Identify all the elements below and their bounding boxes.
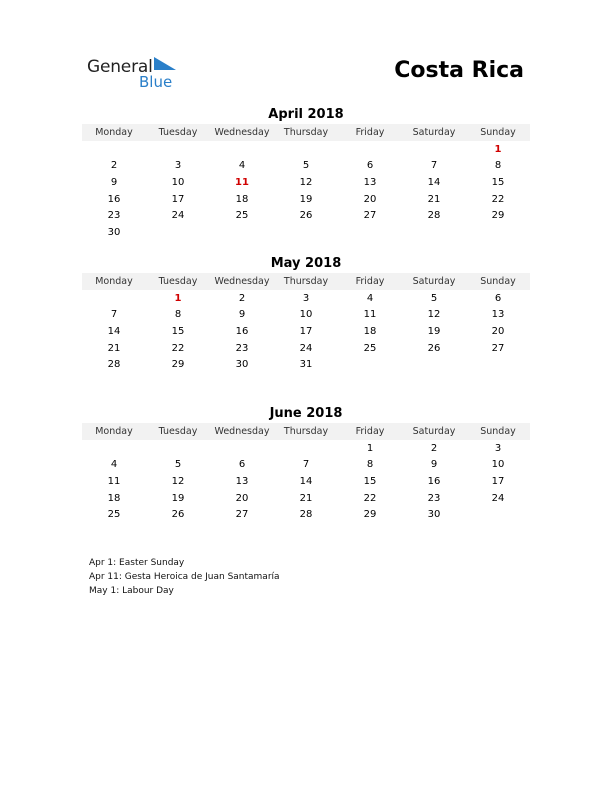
day-cell: 19 bbox=[427, 325, 441, 337]
day-cell: 4 bbox=[110, 459, 118, 471]
day-cell: 16 bbox=[107, 193, 121, 205]
week-row bbox=[82, 440, 530, 457]
day-cell: 20 bbox=[363, 193, 377, 205]
holiday-note: Apr 11: Gesta Heroica de Juan Santamaría bbox=[89, 572, 280, 582]
day-cell: 17 bbox=[491, 475, 505, 487]
day-cell: 11 bbox=[107, 475, 121, 487]
day-cell: 5 bbox=[302, 160, 310, 172]
day-cell: 27 bbox=[235, 509, 249, 521]
day-cell: 22 bbox=[491, 193, 505, 205]
day-cell: 12 bbox=[171, 475, 185, 487]
weekday-label: Monday bbox=[95, 276, 133, 287]
weekday-label: Sunday bbox=[480, 127, 516, 138]
day-cell: 4 bbox=[366, 292, 374, 304]
week-row bbox=[82, 490, 530, 507]
day-cell: 7 bbox=[110, 309, 118, 321]
holiday-note: Apr 1: Easter Sunday bbox=[89, 558, 185, 568]
week-row bbox=[82, 307, 530, 324]
day-cell: 29 bbox=[363, 509, 377, 521]
weekday-label: Wednesday bbox=[214, 276, 270, 287]
day-cell: 19 bbox=[171, 492, 185, 504]
weekday-header-row bbox=[82, 423, 530, 440]
week-row bbox=[82, 323, 530, 340]
month-calendar bbox=[82, 255, 530, 373]
day-cell: 2 bbox=[110, 160, 118, 172]
weekday-label: Friday bbox=[355, 276, 385, 287]
day-cell: 23 bbox=[235, 342, 249, 354]
weekday-label: Thursday bbox=[283, 127, 329, 138]
holiday-note: May 1: Labour Day bbox=[89, 586, 174, 596]
day-cell: 25 bbox=[363, 342, 377, 354]
week-row bbox=[82, 506, 530, 523]
day-cell: 22 bbox=[363, 492, 377, 504]
day-cell: 28 bbox=[107, 359, 121, 371]
weekday-label: Thursday bbox=[283, 426, 329, 437]
day-cell: 14 bbox=[427, 176, 441, 188]
day-cell: 29 bbox=[491, 210, 505, 222]
day-cell: 21 bbox=[427, 193, 441, 205]
weekday-label: Wednesday bbox=[214, 127, 270, 138]
day-cell: 30 bbox=[235, 359, 249, 371]
day-cell: 31 bbox=[299, 359, 313, 371]
day-cell: 26 bbox=[299, 210, 313, 222]
weekday-label: Friday bbox=[355, 127, 385, 138]
day-cell: 1 bbox=[366, 442, 374, 454]
day-cell: 3 bbox=[494, 442, 502, 454]
week-row bbox=[82, 290, 530, 307]
weekday-label: Thursday bbox=[283, 276, 329, 287]
weekday-label: Saturday bbox=[412, 276, 456, 287]
day-cell: 19 bbox=[299, 193, 313, 205]
day-cell: 23 bbox=[427, 492, 441, 504]
day-cell: 5 bbox=[430, 292, 438, 304]
day-cell: 18 bbox=[363, 325, 377, 337]
week-row bbox=[82, 356, 530, 373]
day-cell: 22 bbox=[171, 342, 185, 354]
day-cell: 29 bbox=[171, 359, 185, 371]
weekday-header-row bbox=[82, 273, 530, 290]
weekday-label: Tuesday bbox=[158, 426, 198, 437]
day-cell: 16 bbox=[235, 325, 249, 337]
week-row bbox=[82, 191, 530, 208]
weekday-label: Saturday bbox=[412, 127, 456, 138]
day-cell: 16 bbox=[427, 475, 441, 487]
week-row bbox=[82, 224, 530, 241]
day-cell: 18 bbox=[235, 193, 249, 205]
day-cell: 28 bbox=[299, 509, 313, 521]
day-cell: 12 bbox=[427, 309, 441, 321]
day-cell: 13 bbox=[363, 176, 377, 188]
day-cell: 26 bbox=[171, 509, 185, 521]
weekday-label: Tuesday bbox=[158, 127, 198, 138]
day-cell: 26 bbox=[427, 342, 441, 354]
day-cell: 8 bbox=[366, 459, 374, 471]
day-cell: 11 bbox=[235, 176, 249, 188]
day-cell: 15 bbox=[171, 325, 185, 337]
logo-text-general: General bbox=[87, 57, 153, 77]
day-cell: 27 bbox=[491, 342, 505, 354]
day-cell: 20 bbox=[491, 325, 505, 337]
weekday-label: Friday bbox=[355, 426, 385, 437]
day-cell: 15 bbox=[363, 475, 377, 487]
week-row bbox=[82, 457, 530, 474]
day-cell: 30 bbox=[107, 226, 121, 238]
week-row bbox=[82, 340, 530, 357]
weekday-header-row bbox=[82, 124, 530, 141]
day-cell: 13 bbox=[235, 475, 249, 487]
day-cell: 21 bbox=[107, 342, 121, 354]
day-cell: 10 bbox=[171, 176, 185, 188]
day-cell: 7 bbox=[302, 459, 310, 471]
day-cell: 14 bbox=[299, 475, 313, 487]
generalblue-logo bbox=[87, 55, 187, 91]
month-calendar bbox=[82, 106, 530, 241]
weekday-label: Sunday bbox=[480, 276, 516, 287]
logo-triangle-icon bbox=[154, 57, 176, 70]
week-row bbox=[82, 141, 530, 158]
day-cell: 27 bbox=[363, 210, 377, 222]
weekday-label: Monday bbox=[95, 127, 133, 138]
day-cell: 9 bbox=[238, 309, 246, 321]
day-cell: 30 bbox=[427, 509, 441, 521]
month-calendar bbox=[82, 405, 530, 523]
week-row bbox=[82, 473, 530, 490]
day-cell: 3 bbox=[302, 292, 310, 304]
day-cell: 24 bbox=[491, 492, 505, 504]
week-row bbox=[82, 174, 530, 191]
month-title: May 2018 bbox=[270, 256, 342, 271]
weekday-label: Tuesday bbox=[158, 276, 198, 287]
country-title: Costa Rica bbox=[394, 58, 524, 83]
day-cell: 10 bbox=[299, 309, 313, 321]
day-cell: 8 bbox=[174, 309, 182, 321]
day-cell: 7 bbox=[430, 160, 438, 172]
day-cell: 8 bbox=[494, 160, 502, 172]
day-cell: 20 bbox=[235, 492, 249, 504]
month-title: June 2018 bbox=[269, 406, 343, 421]
day-cell: 13 bbox=[491, 309, 505, 321]
day-cell: 5 bbox=[174, 459, 182, 471]
day-cell: 10 bbox=[491, 459, 505, 471]
day-cell: 24 bbox=[171, 210, 185, 222]
day-cell: 3 bbox=[174, 160, 182, 172]
day-cell: 12 bbox=[299, 176, 313, 188]
day-cell: 24 bbox=[299, 342, 313, 354]
month-title: April 2018 bbox=[268, 107, 344, 122]
day-cell: 6 bbox=[238, 459, 246, 471]
weekday-label: Saturday bbox=[412, 426, 456, 437]
day-cell: 6 bbox=[494, 292, 502, 304]
week-row bbox=[82, 207, 530, 224]
day-cell: 11 bbox=[363, 309, 377, 321]
day-cell: 23 bbox=[107, 210, 121, 222]
logo-text-blue: Blue bbox=[139, 73, 173, 91]
week-row bbox=[82, 158, 530, 175]
day-cell: 9 bbox=[430, 459, 438, 471]
holiday-notes bbox=[89, 556, 280, 598]
weekday-label: Sunday bbox=[480, 426, 516, 437]
day-cell: 1 bbox=[174, 292, 182, 304]
day-cell: 14 bbox=[107, 325, 121, 337]
day-cell: 17 bbox=[299, 325, 313, 337]
day-cell: 25 bbox=[235, 210, 249, 222]
day-cell: 15 bbox=[491, 176, 505, 188]
day-cell: 9 bbox=[110, 176, 118, 188]
day-cell: 2 bbox=[238, 292, 246, 304]
weekday-label: Monday bbox=[95, 426, 133, 437]
day-cell: 17 bbox=[171, 193, 185, 205]
day-cell: 1 bbox=[494, 143, 502, 155]
day-cell: 2 bbox=[430, 442, 438, 454]
day-cell: 28 bbox=[427, 210, 441, 222]
day-cell: 18 bbox=[107, 492, 121, 504]
day-cell: 4 bbox=[238, 160, 246, 172]
weekday-label: Wednesday bbox=[214, 426, 270, 437]
day-cell: 25 bbox=[107, 509, 121, 521]
day-cell: 21 bbox=[299, 492, 313, 504]
day-cell: 6 bbox=[366, 160, 374, 172]
